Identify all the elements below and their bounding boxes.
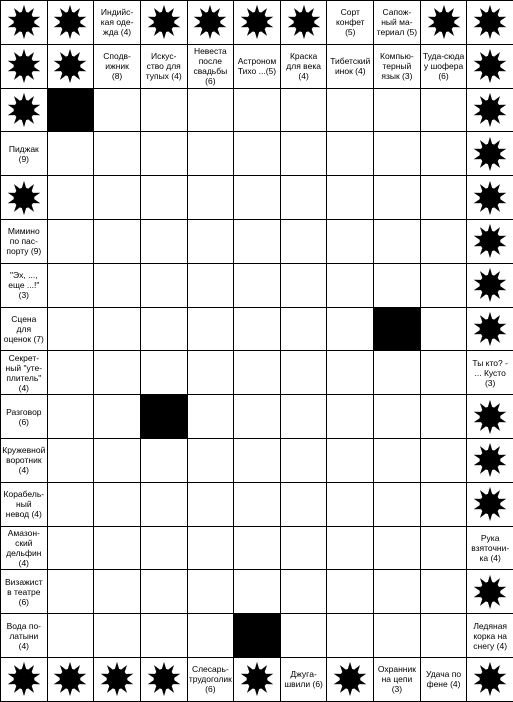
answer-cell[interactable] (326, 613, 374, 658)
clue-cell (280, 657, 328, 702)
sun-icon (5, 48, 43, 84)
answer-cell[interactable] (373, 526, 421, 571)
clue-cell (326, 0, 374, 45)
clue-text: Кружевной воротник (4) (2, 445, 46, 476)
answer-cell[interactable] (47, 613, 95, 658)
sun-icon (471, 92, 509, 128)
answer-cell[interactable] (140, 307, 188, 352)
clue-cell (466, 613, 513, 658)
sun-decoration-cell (0, 657, 48, 702)
answer-cell[interactable] (47, 350, 95, 395)
sun-icon (471, 267, 509, 303)
answer-cell[interactable] (420, 175, 468, 220)
answer-cell[interactable] (420, 438, 468, 483)
answer-cell[interactable] (420, 219, 468, 264)
black-cell (373, 307, 421, 352)
sun-icon (471, 223, 509, 259)
clue-cell (187, 657, 235, 702)
sun-decoration-cell (47, 44, 95, 89)
answer-cell[interactable] (233, 131, 281, 176)
answer-cell[interactable] (373, 482, 421, 527)
answer-cell[interactable] (280, 307, 328, 352)
answer-cell[interactable] (280, 175, 328, 220)
answer-cell[interactable] (93, 526, 141, 571)
answer-cell[interactable] (233, 263, 281, 308)
sun-decoration-cell (233, 657, 281, 702)
answer-cell[interactable] (187, 350, 235, 395)
answer-cell[interactable] (326, 482, 374, 527)
answer-cell[interactable] (326, 526, 374, 571)
answer-cell[interactable] (280, 394, 328, 439)
answer-cell[interactable] (233, 394, 281, 439)
answer-cell[interactable] (140, 482, 188, 527)
answer-cell[interactable] (47, 307, 95, 352)
sun-icon (51, 4, 89, 40)
answer-cell[interactable] (187, 307, 235, 352)
clue-text: Тибетский инок (4) (330, 56, 371, 77)
clue-cell (280, 44, 328, 89)
answer-cell[interactable] (140, 613, 188, 658)
answer-cell[interactable] (93, 175, 141, 220)
answer-cell[interactable] (326, 131, 374, 176)
answer-cell[interactable] (373, 219, 421, 264)
answer-cell[interactable] (280, 569, 328, 614)
answer-cell[interactable] (187, 131, 235, 176)
answer-cell[interactable] (326, 438, 374, 483)
clue-cell (420, 44, 468, 89)
answer-cell[interactable] (233, 88, 281, 133)
clue-text: Невеста после свадьбы (6) (193, 46, 228, 87)
answer-cell[interactable] (187, 613, 235, 658)
answer-cell[interactable] (373, 613, 421, 658)
clue-cell (0, 394, 48, 439)
answer-cell[interactable] (93, 350, 141, 395)
answer-cell[interactable] (47, 438, 95, 483)
clue-cell (187, 44, 235, 89)
answer-cell[interactable] (420, 526, 468, 571)
answer-cell[interactable] (187, 175, 235, 220)
answer-cell[interactable] (280, 263, 328, 308)
answer-cell[interactable] (47, 219, 95, 264)
clue-text: Сапож- ный ма- териал (5) (376, 7, 418, 38)
clue-cell (140, 44, 188, 89)
answer-cell[interactable] (140, 350, 188, 395)
sun-icon (51, 661, 89, 697)
clue-cell (373, 44, 421, 89)
black-cell (233, 613, 281, 658)
answer-cell[interactable] (373, 394, 421, 439)
clue-text: Краска для века (4) (286, 51, 321, 82)
clue-cell (0, 263, 48, 308)
sun-decoration-cell (93, 657, 141, 702)
clue-cell (420, 657, 468, 702)
answer-cell[interactable] (233, 438, 281, 483)
clue-text: Визажист в театре (6) (5, 576, 43, 607)
answer-cell[interactable] (187, 482, 235, 527)
answer-cell[interactable] (280, 438, 328, 483)
sun-decoration-cell (466, 569, 513, 614)
answer-cell[interactable] (326, 88, 374, 133)
answer-cell[interactable] (280, 88, 328, 133)
answer-cell[interactable] (280, 482, 328, 527)
sun-decoration-cell (466, 438, 513, 483)
clue-text: Вода по- латыни (4) (6, 620, 42, 651)
clue-cell (326, 44, 374, 89)
answer-cell[interactable] (326, 394, 374, 439)
clue-cell (0, 350, 48, 395)
sun-decoration-cell (140, 0, 188, 45)
clue-text: Корабель- ный невод (4) (3, 489, 45, 520)
clue-text: Компью- терный язык (3) (380, 51, 414, 82)
answer-cell[interactable] (280, 526, 328, 571)
clue-cell (0, 131, 48, 176)
answer-cell[interactable] (420, 263, 468, 308)
sun-icon (471, 442, 509, 478)
clue-text: Сорт конфет (5) (335, 7, 365, 38)
answer-cell[interactable] (140, 526, 188, 571)
answer-cell[interactable] (47, 131, 95, 176)
clue-text: Удача по фене (4) (425, 669, 462, 690)
answer-cell[interactable] (420, 613, 468, 658)
sun-icon (471, 136, 509, 172)
answer-cell[interactable] (93, 219, 141, 264)
clue-text: Джугa- швили (6) (284, 669, 323, 690)
clue-text: Секрет- ный "уте- плитель" (4) (5, 352, 43, 393)
answer-cell[interactable] (47, 569, 95, 614)
sun-icon (471, 399, 509, 435)
clue-cell (373, 657, 421, 702)
sun-icon (471, 574, 509, 610)
answer-cell[interactable] (373, 263, 421, 308)
answer-cell[interactable] (140, 438, 188, 483)
answer-cell[interactable] (420, 131, 468, 176)
sun-icon (238, 661, 276, 697)
sun-icon (471, 311, 509, 347)
clue-cell (373, 0, 421, 45)
sun-icon (471, 4, 509, 40)
answer-cell[interactable] (233, 526, 281, 571)
answer-cell[interactable] (47, 526, 95, 571)
answer-cell[interactable] (326, 219, 374, 264)
clue-cell (233, 44, 281, 89)
answer-cell[interactable] (140, 219, 188, 264)
answer-cell[interactable] (326, 263, 374, 308)
answer-cell[interactable] (373, 88, 421, 133)
clue-cell (93, 0, 141, 45)
sun-icon (51, 48, 89, 84)
answer-cell[interactable] (280, 350, 328, 395)
sun-icon (145, 4, 183, 40)
clue-text: Ледяная корка на снегу (4) (473, 620, 508, 651)
sun-icon (5, 92, 43, 128)
answer-cell[interactable] (280, 131, 328, 176)
clue-text: Разговор (6) (6, 406, 42, 427)
clue-text: Искус- ство для тупых (4) (145, 51, 182, 82)
sun-decoration-cell (466, 482, 513, 527)
sun-decoration-cell (466, 131, 513, 176)
answer-cell[interactable] (93, 88, 141, 133)
sun-decoration-cell (466, 175, 513, 220)
answer-cell[interactable] (187, 219, 235, 264)
sun-decoration-cell (466, 88, 513, 133)
clue-cell (0, 613, 48, 658)
answer-cell[interactable] (93, 569, 141, 614)
clue-text: Мимино по пас- порту (9) (6, 226, 42, 257)
answer-cell[interactable] (93, 613, 141, 658)
answer-cell[interactable] (233, 219, 281, 264)
clue-text: Пиджак (9) (8, 143, 39, 164)
answer-cell[interactable] (93, 394, 141, 439)
clue-cell (0, 307, 48, 352)
answer-cell[interactable] (326, 569, 374, 614)
sun-icon (471, 48, 509, 84)
sun-decoration-cell (47, 0, 95, 45)
answer-cell[interactable] (47, 482, 95, 527)
answer-cell[interactable] (233, 482, 281, 527)
answer-cell[interactable] (420, 88, 468, 133)
sun-icon (471, 661, 509, 697)
answer-cell[interactable] (420, 394, 468, 439)
clue-text: Сподв- ижник (8) (103, 51, 131, 82)
sun-icon (331, 661, 369, 697)
sun-decoration-cell (280, 0, 328, 45)
sun-decoration-cell (0, 0, 48, 45)
clue-text: Астроном Тихо ...(5) (237, 56, 277, 77)
sun-icon (191, 4, 229, 40)
sun-decoration-cell (326, 657, 374, 702)
answer-cell[interactable] (420, 482, 468, 527)
answer-cell[interactable] (140, 175, 188, 220)
answer-cell[interactable] (373, 569, 421, 614)
answer-cell[interactable] (233, 569, 281, 614)
answer-cell[interactable] (93, 131, 141, 176)
answer-cell[interactable] (233, 307, 281, 352)
sun-decoration-cell (420, 0, 468, 45)
sun-decoration-cell (466, 219, 513, 264)
sun-decoration-cell (466, 307, 513, 352)
clue-cell (466, 526, 513, 571)
answer-cell[interactable] (187, 394, 235, 439)
answer-cell[interactable] (373, 175, 421, 220)
sun-icon (425, 4, 463, 40)
clue-cell (93, 44, 141, 89)
sun-icon (5, 4, 43, 40)
sun-icon (145, 661, 183, 697)
clue-text: Амазон- ский дельфин (4) (6, 527, 42, 568)
answer-cell[interactable] (326, 350, 374, 395)
answer-cell[interactable] (373, 438, 421, 483)
sun-decoration-cell (0, 88, 48, 133)
answer-cell[interactable] (47, 175, 95, 220)
sun-decoration-cell (187, 0, 235, 45)
sun-decoration-cell (466, 44, 513, 89)
answer-cell[interactable] (187, 569, 235, 614)
answer-cell[interactable] (187, 526, 235, 571)
answer-cell[interactable] (280, 613, 328, 658)
sun-decoration-cell (233, 0, 281, 45)
answer-cell[interactable] (233, 350, 281, 395)
black-cell (47, 88, 95, 133)
answer-cell[interactable] (420, 350, 468, 395)
answer-cell[interactable] (373, 350, 421, 395)
clue-text: Слесарь- трудоголик (6) (188, 664, 232, 695)
clue-cell (0, 526, 48, 571)
answer-cell[interactable] (140, 263, 188, 308)
sun-icon (238, 4, 276, 40)
answer-cell[interactable] (420, 569, 468, 614)
answer-cell[interactable] (373, 131, 421, 176)
sun-icon (471, 486, 509, 522)
clue-text: Рука взяточни- ка (4) (471, 532, 510, 563)
clue-text: Ты кто? - ... Кусто (3) (472, 357, 508, 388)
answer-cell[interactable] (93, 482, 141, 527)
sun-decoration-cell (466, 0, 513, 45)
clue-text: "Эх, ..., еще ...!" (3) (8, 270, 40, 301)
black-cell (140, 394, 188, 439)
clue-cell (0, 482, 48, 527)
clue-cell (0, 438, 48, 483)
sun-decoration-cell (466, 657, 513, 702)
clue-text: Охранник на цепи (3) (377, 664, 416, 695)
sun-decoration-cell (140, 657, 188, 702)
answer-cell[interactable] (140, 131, 188, 176)
sun-icon (5, 661, 43, 697)
answer-cell[interactable] (187, 263, 235, 308)
clue-text: Индийс- кая оде- жда (4) (100, 7, 134, 38)
clue-cell (466, 350, 513, 395)
answer-cell[interactable] (93, 307, 141, 352)
sun-decoration-cell (0, 44, 48, 89)
answer-cell[interactable] (420, 307, 468, 352)
answer-cell[interactable] (140, 88, 188, 133)
answer-cell[interactable] (187, 438, 235, 483)
answer-cell[interactable] (47, 394, 95, 439)
answer-cell[interactable] (326, 307, 374, 352)
answer-cell[interactable] (187, 88, 235, 133)
answer-cell[interactable] (93, 263, 141, 308)
clue-cell (0, 569, 48, 614)
sun-icon (471, 180, 509, 216)
answer-cell[interactable] (93, 438, 141, 483)
sun-icon (5, 180, 43, 216)
clue-text: Сцена для оценок (7) (3, 313, 44, 344)
clue-cell (0, 219, 48, 264)
sun-decoration-cell (47, 657, 95, 702)
sun-icon (285, 4, 323, 40)
answer-cell[interactable] (47, 263, 95, 308)
sun-decoration-cell (466, 394, 513, 439)
answer-cell[interactable] (233, 175, 281, 220)
sun-decoration-cell (466, 263, 513, 308)
answer-cell[interactable] (280, 219, 328, 264)
answer-cell[interactable] (140, 569, 188, 614)
sun-decoration-cell (0, 175, 48, 220)
clue-text: Туда-сюда у шофера (6) (422, 51, 465, 82)
answer-cell[interactable] (326, 175, 374, 220)
sun-icon (98, 661, 136, 697)
